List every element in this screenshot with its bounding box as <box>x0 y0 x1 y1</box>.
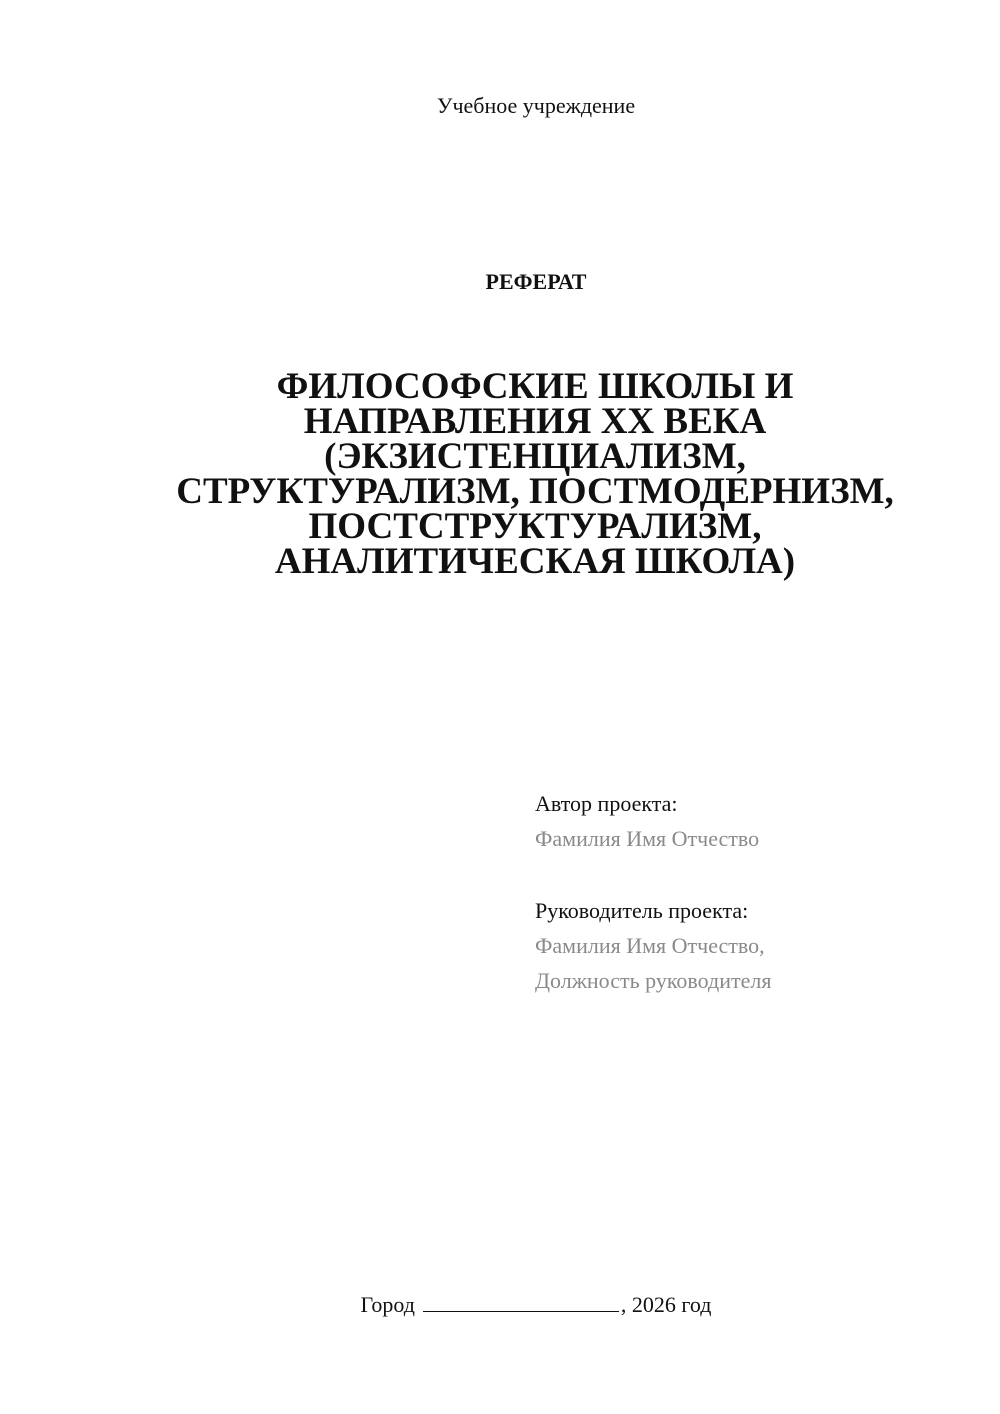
author-label: Автор проекта: <box>535 791 678 816</box>
title-line: ПОСТСТРУКТУРАЛИЗМ, <box>308 506 762 547</box>
author-name: Фамилия Имя Отчество <box>535 826 760 851</box>
title-line: СТРУКТУРАЛИЗМ, ПОСТМОДЕРНИЗМ, <box>176 471 894 512</box>
title-line: АНАЛИТИЧЕСКАЯ ШКОЛА) <box>274 541 796 582</box>
year-text: , 2026 год <box>620 1292 712 1317</box>
document-type: РЕФЕРАТ <box>485 269 587 294</box>
supervisor-block <box>535 893 955 998</box>
document-title <box>130 366 940 582</box>
city-blank-line <box>423 1291 619 1312</box>
title-line: (ЭКЗИСТЕНЦИАЛИЗМ, <box>324 436 746 477</box>
supervisor-position: Должность руководителя <box>535 968 772 993</box>
city-label: Город <box>360 1292 415 1317</box>
supervisor-name: Фамилия Имя Отчество, <box>535 933 765 958</box>
footer-city-year <box>0 1290 1000 1320</box>
title-line: ФИЛОСОФСКИЕ ШКОЛЫ И <box>276 366 794 407</box>
supervisor-label: Руководитель проекта: <box>535 898 749 923</box>
title-line: НАПРАВЛЕНИЯ XX ВЕКА <box>303 401 767 442</box>
author-block <box>535 786 955 856</box>
institution-name: Учебное учреждение <box>436 93 636 118</box>
